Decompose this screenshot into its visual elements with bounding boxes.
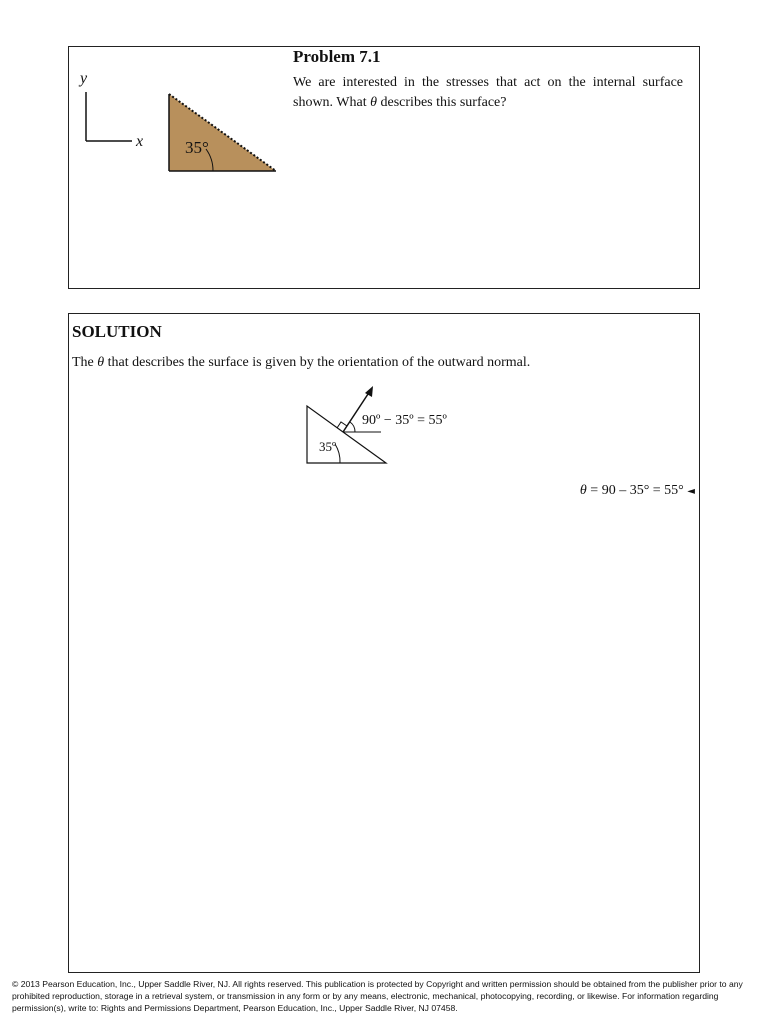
final-answer <box>580 483 695 499</box>
problem-statement <box>293 73 683 113</box>
solution-title: SOLUTION <box>72 322 162 341</box>
angle-label: 35° <box>185 138 209 157</box>
normal-angle-arc <box>350 422 355 432</box>
answer-marker-icon: ◄ <box>687 486 695 497</box>
theta-symbol: θ <box>97 355 105 370</box>
theta-symbol: θ <box>370 95 378 110</box>
copyright-footer: © 2013 Pearson Education, Inc., Upper Saddle River, NJ. All rights reserved. This publication is protected by Copyright and written permission should be obtained from the publisher prior to any prohibited reproduction, storage in a retrieval system, or transmission in any form or by any means, electronic, mechanical, photocopying, recording, or likewise. For information regarding permission(s), write to: Rights and Permissions Department, Pearson Education, Inc., Upper Saddle River, NJ 07458. <box>12 979 743 1013</box>
solution-text-pre: The <box>72 355 98 370</box>
y-axis-label: y <box>80 70 88 87</box>
problem-figure <box>69 47 291 187</box>
solution-text-post: that describes the surface is given by the orientation of the outward normal. <box>104 355 531 370</box>
solution-box <box>68 313 700 973</box>
equation-label: 90º − 35º = 55º <box>362 413 447 428</box>
problem-text-post: describes this surface? <box>377 95 507 110</box>
problem-title: Problem 7.1 <box>293 47 381 66</box>
x-axis-label: x <box>136 133 144 150</box>
problem-box <box>68 46 700 289</box>
arrow-head <box>365 386 373 397</box>
solution-angle-label: 35º <box>319 439 337 454</box>
solution-figure <box>299 384 499 469</box>
answer-text: = 90 – 35° = 55° <box>586 483 684 498</box>
problem-text-pre: We are interested in the stresses that act on the internal surface shown. What <box>293 75 683 110</box>
answer-theta-symbol: θ <box>579 483 587 498</box>
solution-statement <box>72 354 530 372</box>
